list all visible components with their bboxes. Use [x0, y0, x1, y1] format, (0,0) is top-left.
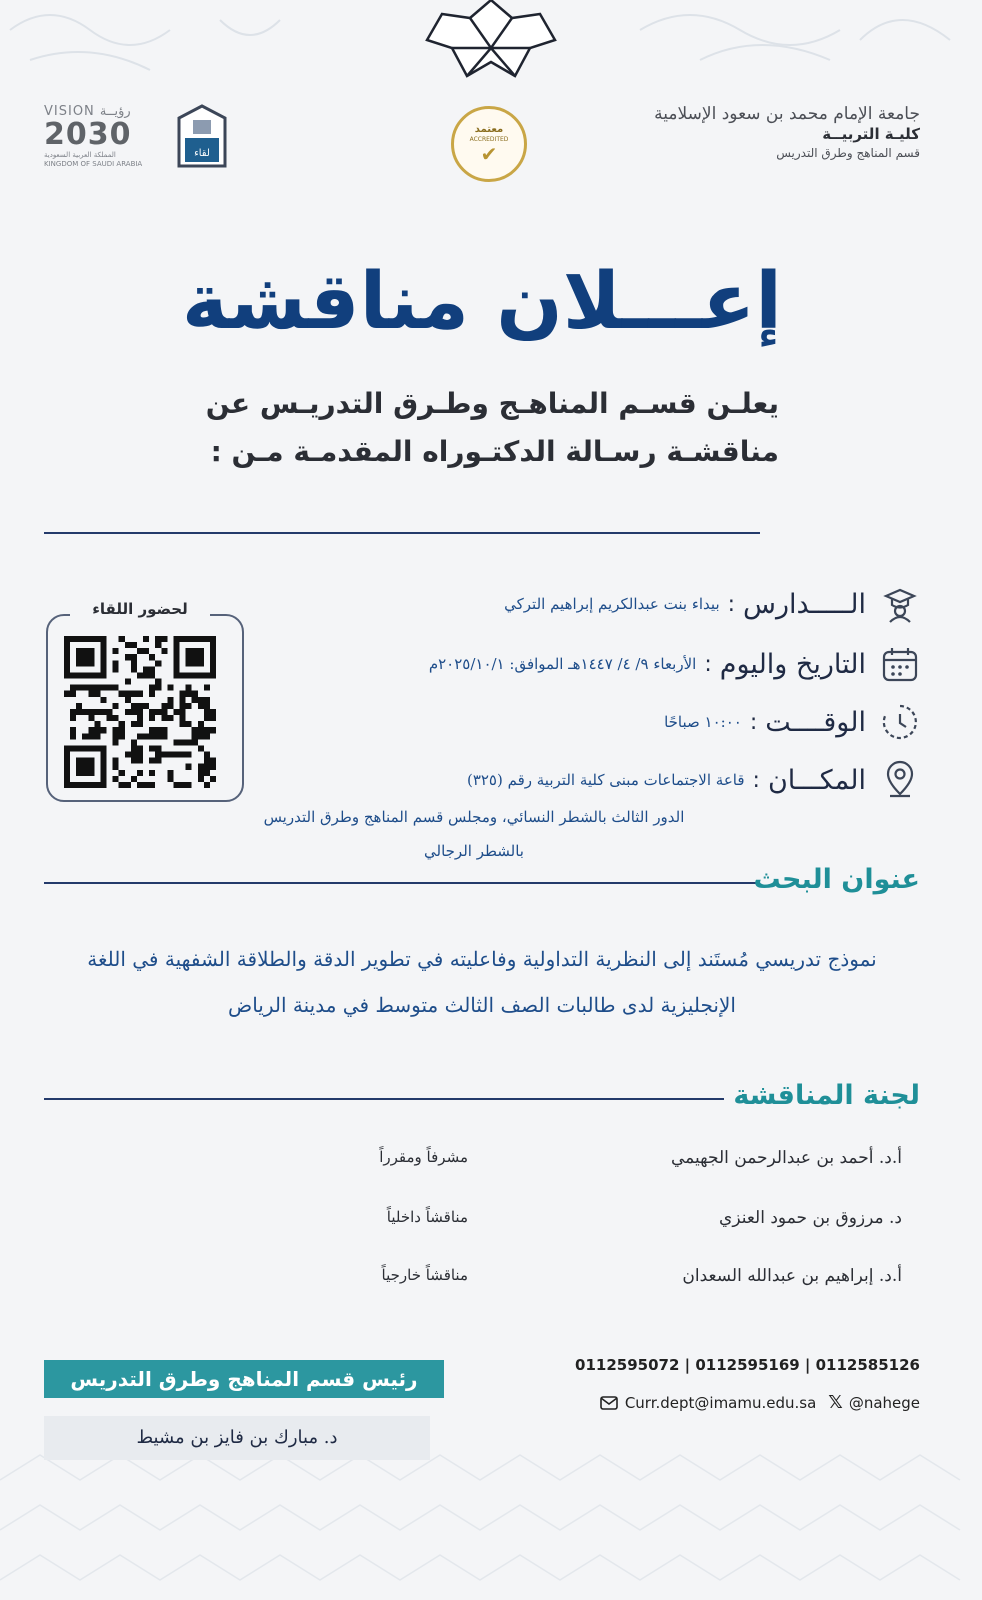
research-heading: عنوان البحث	[753, 864, 920, 895]
contact-x-handle[interactable]: @nahege	[848, 1393, 920, 1412]
colon: :	[727, 591, 736, 617]
colon: :	[749, 709, 758, 735]
time-label: الوقــــت	[765, 706, 866, 738]
vision-country-en: KINGDOM OF SAUDI ARABIA	[44, 160, 143, 168]
committee-member-name: أ.د. أحمد بن عبدالرحمن الجهيمي	[671, 1148, 902, 1168]
date-value: الأربعاء ٩/ ٤/ ١٤٤٧هـ الموافق: ٢٠٢٥/١٠/١م	[428, 655, 697, 673]
contact-links	[566, 1392, 920, 1413]
venue-label: المكـــان	[767, 764, 866, 796]
liqaa-logo	[175, 104, 229, 172]
contact-email[interactable]: Curr.dept@imamu.edu.sa	[624, 1393, 817, 1412]
colon: :	[704, 651, 712, 677]
committee-member-role: مناقشاً داخلياً	[386, 1208, 468, 1226]
accreditation-arabic: معتمد	[474, 123, 504, 135]
research-title	[82, 936, 882, 1028]
divider-committee	[44, 1098, 724, 1100]
university-name: جامعة الإمام محمد بن سعود الإسلامية	[654, 104, 920, 124]
research-title-line-1: نموذج تدريسي مُستَند إلى النظرية التداولية وفاعليته في تطوير الدقة والطلاقة الشفهية في اللغة	[87, 947, 877, 971]
accreditation-english: ACCREDITED	[469, 135, 509, 143]
detail-time	[300, 700, 920, 744]
svg-text:لقاء: لقاء	[194, 148, 210, 159]
venue-details	[194, 800, 754, 868]
colon: :	[752, 767, 760, 793]
email-icon	[599, 1393, 619, 1413]
divider-top	[44, 532, 760, 534]
vision-year: 2030	[44, 117, 132, 152]
committee-member-role: مشرفاً ومقرراً	[379, 1148, 468, 1166]
contact-phones: 0112595072 | 0112595169 | 0112585126	[575, 1356, 920, 1374]
detail-date	[300, 642, 920, 686]
department-head-title: رئيس قسم المناهج وطرق التدريس	[44, 1360, 444, 1398]
accreditation-seal	[451, 106, 527, 182]
college-name: كليـة التربيــة	[822, 125, 920, 143]
venue-line-3: بالشطر الرجالي	[424, 842, 524, 860]
intro-line-1: يعلـن قسـم المناهـج وطـرق التدريـس عن	[205, 387, 779, 420]
detail-student	[300, 582, 920, 626]
department-name: قسم المناهج وطرق التدريس	[776, 146, 920, 160]
vision-2030-logo	[44, 104, 164, 169]
page-title: إعـــلان مناقشة	[181, 257, 782, 347]
venue-line-2: الدور الثالث بالشطر النسائي، ومجلس قسم المناهج وطرق التدريس	[263, 808, 685, 826]
intro-line-2: مناقشـة رسـالة الدكتـوراه المقدمـة مـن :	[210, 435, 779, 468]
committee-member-name: أ.د. إبراهيم بن عبدالله السعدان	[682, 1266, 902, 1286]
intro-text	[179, 380, 779, 476]
committee-member-name: د. مرزوق بن حمود العنزي	[719, 1208, 902, 1228]
clock-icon	[880, 702, 920, 742]
vision-word: VISION رؤيــة	[44, 104, 131, 119]
qr-code[interactable]	[64, 636, 216, 788]
time-value: ١٠:٠٠ صباحًا	[664, 713, 742, 731]
venue-value: قاعة الاجتماعات مبنى كلية التربية رقم (٣٢٥)	[466, 771, 745, 789]
x-logo-icon: 𝕏	[828, 1392, 843, 1413]
graduation-cap-icon	[880, 584, 920, 624]
committee-member-role: مناقشاً خارجياً	[381, 1266, 468, 1284]
divider-research	[44, 882, 758, 884]
university-header	[654, 104, 920, 162]
qr-caption: لحضور اللقاء	[70, 600, 210, 618]
calendar-icon	[880, 644, 920, 684]
vision-country-ar: المملكة العربية السعودية	[44, 151, 116, 159]
department-head-name: د. مبارك بن فايز بن مشيط	[44, 1416, 430, 1460]
student-label: الـــــدارس	[743, 588, 866, 620]
student-value: بيداء بنت عبدالكريم إبراهيم التركي	[504, 595, 720, 613]
checkmark-icon: ✔	[480, 141, 498, 166]
location-pin-icon	[880, 760, 920, 800]
date-label: التاريخ واليوم	[719, 648, 866, 680]
research-title-line-2: الإنجليزية لدى طالبات الصف الثالث متوسط في مدينة الرياض	[228, 993, 736, 1017]
committee-heading: لجنة المناقشة	[733, 1080, 920, 1111]
detail-venue	[300, 758, 920, 802]
